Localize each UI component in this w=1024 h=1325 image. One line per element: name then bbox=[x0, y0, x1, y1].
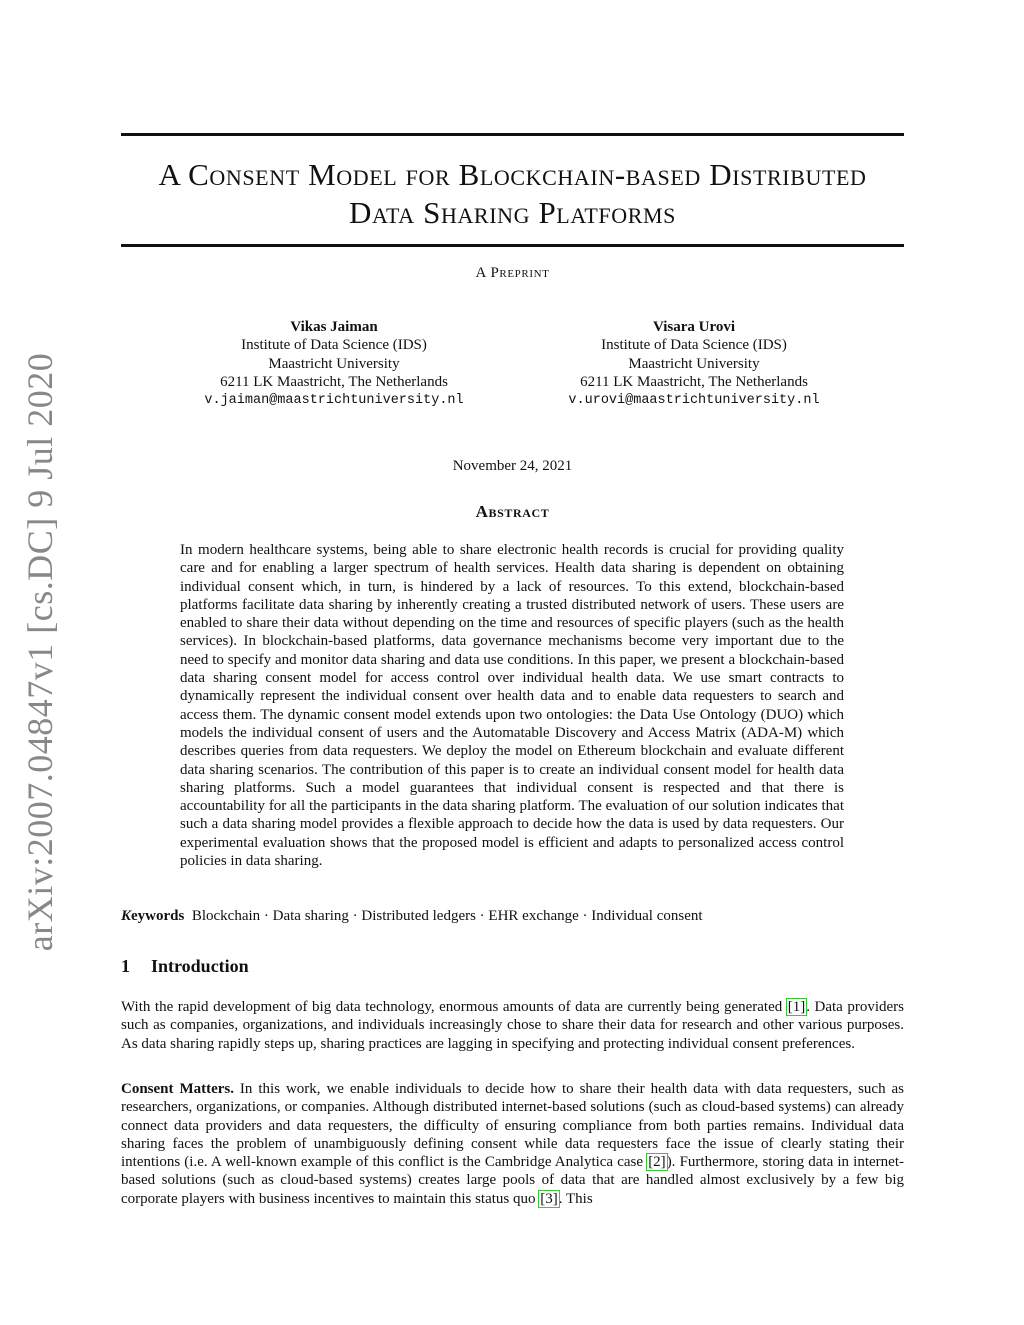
author-university: Maastricht University bbox=[628, 355, 760, 372]
author-email[interactable]: v.jaiman@maastrichtuniversity.nl bbox=[204, 392, 464, 408]
introduction-paragraph-2 bbox=[121, 1080, 904, 1208]
author-email[interactable]: v.urovi@maastrichtuniversity.nl bbox=[568, 392, 820, 408]
paragraph-text: . This bbox=[558, 1190, 593, 1207]
author-name: Visara Urovi bbox=[652, 319, 736, 335]
author-block-1 bbox=[174, 318, 494, 410]
section-number: 1 bbox=[121, 956, 130, 976]
author-institute: Institute of Data Science (IDS) bbox=[601, 337, 787, 354]
citation-link-3[interactable]: [3] bbox=[540, 1190, 558, 1207]
title-line-2: Data Sharing Platforms bbox=[348, 195, 677, 230]
title-bottom-rule bbox=[121, 244, 904, 247]
arxiv-identifier-stamp: arXiv:2007.04847v1 [cs.DC] 9 Jul 2020 bbox=[20, 352, 60, 952]
author-institute: Institute of Data Science (IDS) bbox=[241, 337, 427, 354]
paragraph-text: . Data providers such as companies, organizations, and individuals increasingly chose to share their data for research and other various purposes. As data sharing rapidly steps up, sharing practices are lagging in specifying and protecting individual consent preferences. bbox=[121, 999, 905, 1052]
keywords-line bbox=[121, 908, 904, 925]
paragraph-text: ). Furthermore, storing data in internet-based solutions (such as cloud-based systems) creates large pools of data that are handled almost exclusively by a few big corporate players with business incentives to maintain this status quo bbox=[121, 1154, 904, 1207]
keywords-label-rest: eywords bbox=[131, 908, 185, 924]
paragraph-text: In this work, we enable individuals to decide how to share their health data with data requesters, such as researchers, organizations, or companies. Although distributed internet-based solutions (such as cloud-based systems) can already connect data providers and data requesters, the difficulty of ensuring compliance from both parties remains. Individual data sharing faces the problem of unambiguously defining consent while data requesters face the issue of clearly stating their intentions (i.e. A well-known example of this conflict is the Cambridge Analytica case bbox=[121, 1081, 904, 1171]
keywords-label bbox=[121, 908, 184, 924]
author-name: Vikas Jaiman bbox=[290, 319, 378, 335]
paragraph-lead-heading: Consent Matters. bbox=[121, 1081, 234, 1097]
abstract-body: In modern healthcare systems, being able to share electronic health records is crucial for providing quality care and for enabling a larger spectrum of health services. Health data sharing is dependent on obtaining individual consent which, in turn, is hindered by a lack of resources. To this extend, blockchain-based platforms facilitate data sharing by inherently creating a trusted distributed network of users. These users are enabled to share their data without depending on the time and resources of specific players (such as the health services). In blockchain-based platforms, data governance mechanisms become very important due to the need to specify and monitor data sharing and data use conditions. In this paper, we present a blockchain-based data sharing consent model for access control over individual health data. We use smart contracts to dynamically represent the individual consent over health data and to enable data requesters to search and access them. The dynamic consent model extends upon two ontologies: the Data Use Ontology (DUO) which models the individual consent of users and the Automatable Discovery and Access Matrix (ADA-M) which describes queries from data requesters. We deploy the model on Ethereum blockchain and evaluate different data sharing scenarios. The contribution of this paper is to create an individual consent model for health data sharing platforms. Such a model guarantees that individual consent is respected and that there is accountability for all the participants in the data sharing platform. The evaluation of our solution indicates that such a data sharing model provides a flexible approach to decide how the data is used by data requesters. Our experimental evaluation shows that the proposed model is efficient and adapts to personalized access control policies in data sharing. bbox=[180, 542, 844, 870]
section-title: Introduction bbox=[151, 956, 249, 976]
author-address: 6211 LK Maastricht, The Netherlands bbox=[220, 374, 448, 391]
author-address: 6211 LK Maastricht, The Netherlands bbox=[580, 374, 808, 391]
preprint-label: A Preprint bbox=[475, 265, 550, 281]
title-top-rule bbox=[121, 133, 904, 136]
author-university: Maastricht University bbox=[268, 355, 400, 372]
paper-date: November 24, 2021 bbox=[452, 458, 573, 474]
citation-link-2[interactable]: [2] bbox=[648, 1154, 666, 1171]
citation-link-1[interactable]: [1] bbox=[787, 999, 806, 1015]
paper-title bbox=[121, 156, 904, 232]
keywords-label-initial: K bbox=[121, 908, 132, 924]
keywords-list: Blockchain · Data sharing · Distributed ledgers · EHR exchange · Individual consent bbox=[191, 908, 703, 924]
title-line-1: A Consent Model for Blockchain-based Distributed bbox=[158, 157, 867, 192]
paragraph-text: With the rapid development of big data technology, enormous amounts of data are currently being generated bbox=[121, 999, 787, 1015]
section-heading-introduction bbox=[121, 956, 249, 977]
introduction-paragraph-1 bbox=[121, 998, 904, 1053]
author-block-2 bbox=[534, 318, 854, 410]
abstract-heading: Abstract bbox=[475, 502, 550, 521]
